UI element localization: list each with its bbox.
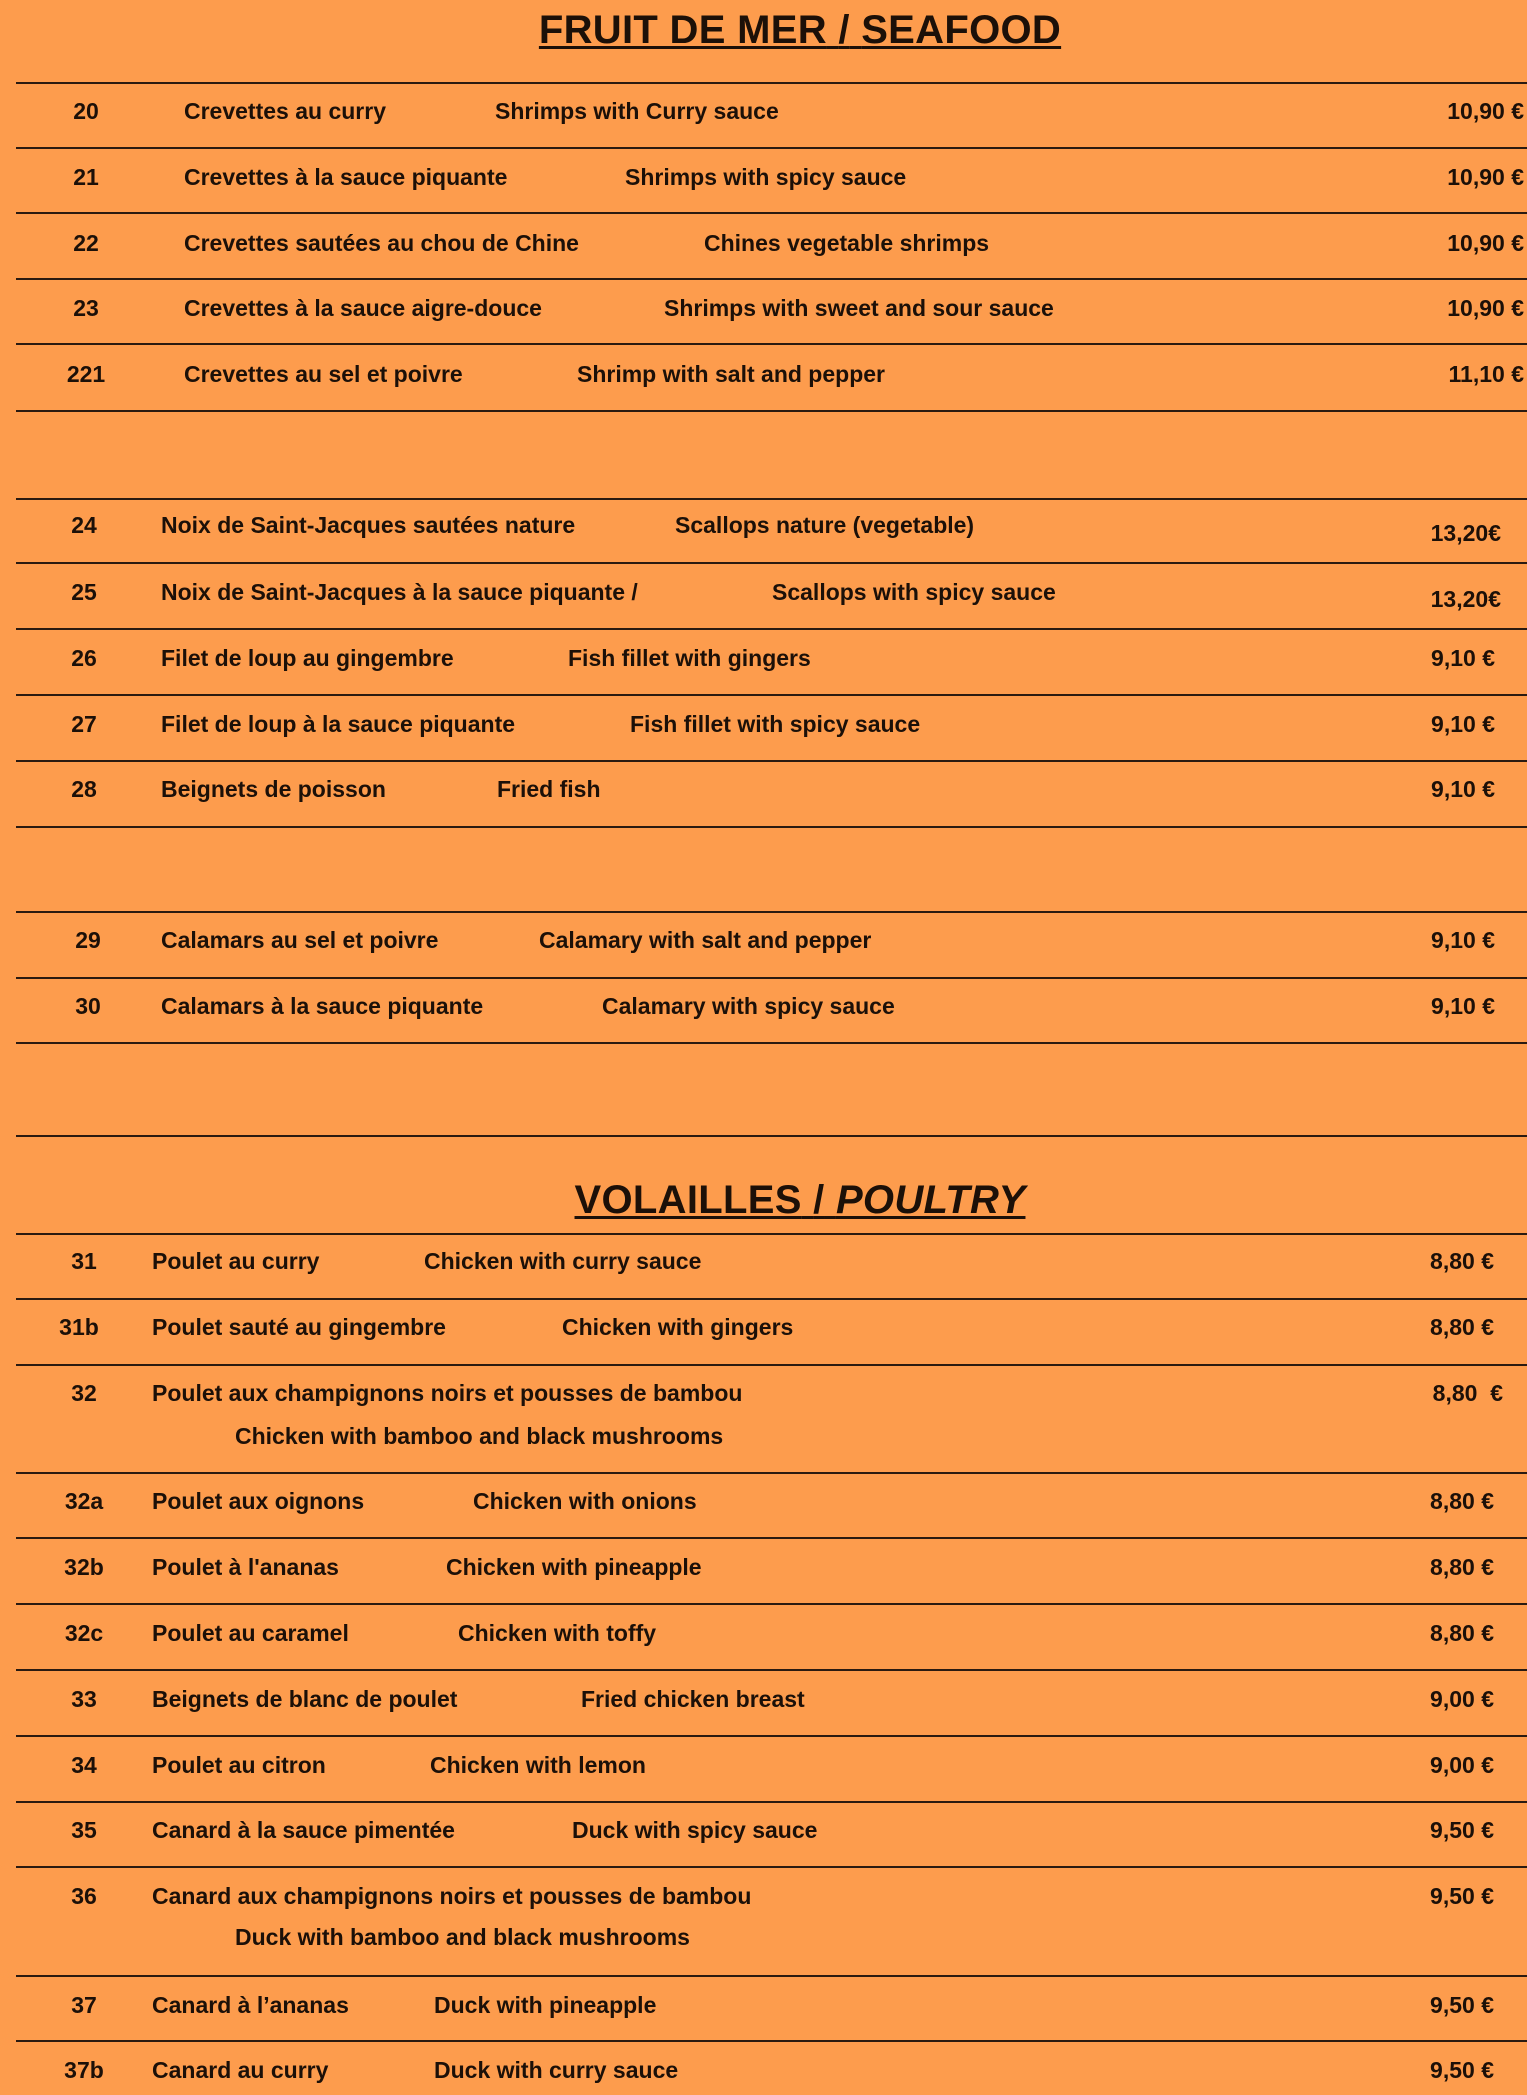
item-name-en: Fish fillet with spicy sauce [630,711,921,737]
item-price: 9,50 € [1430,1992,1494,2018]
item-name-en: Chicken with gingers [562,1314,794,1340]
divider [16,1472,1527,1474]
item-name-fr: Crevettes à la sauce piquante [184,164,508,190]
item-name-fr: Crevettes au curry [184,98,386,124]
item-price: 9,10 € [1431,711,1495,737]
item-number: 27 [71,711,97,737]
item-price: 11,10 € [1448,361,1524,387]
divider [16,147,1527,149]
divider [16,278,1527,280]
divider [16,1669,1527,1671]
divider [16,1866,1527,1868]
item-price: 13,20€ [1430,520,1501,546]
divider [16,343,1527,345]
item-name-en: Duck with curry sauce [434,2057,679,2083]
item-name-en: Shrimps with spicy sauce [625,164,907,190]
item-name-en: Chicken with bamboo and black mushrooms [235,1423,724,1449]
seafood-title-sep: / [838,8,850,52]
item-price: 8,80 € [1430,1314,1494,1340]
item-price: 8,80 € [1432,1380,1503,1406]
item-number: 25 [71,579,97,605]
item-number: 32b [64,1554,104,1580]
item-name-fr: Poulet au curry [152,1248,320,1274]
item-number: 26 [71,645,97,671]
item-price: 9,10 € [1431,776,1495,802]
item-number: 37 [71,1992,97,2018]
item-price: 8,80 € [1430,1554,1494,1580]
item-name-en: Chicken with lemon [430,1752,646,1778]
item-name-fr: Poulet sauté au gingembre [152,1314,446,1340]
item-name-fr: Beignets de blanc de poulet [152,1686,458,1712]
item-name-en: Duck with bamboo and black mushrooms [235,1924,690,1950]
poultry-title [0,1178,1527,1223]
item-number: 32 [71,1380,97,1406]
item-name-fr: Poulet à l'ananas [152,1554,339,1580]
item-name-en: Duck with pineapple [434,1992,657,2018]
item-number: 36 [71,1883,97,1909]
item-price: 9,00 € [1430,1752,1494,1778]
item-name-en: Shrimp with salt and pepper [577,361,885,387]
item-number: 32c [64,1620,104,1646]
item-name-fr: Noix de Saint-Jacques à la sauce piquante / [161,579,638,605]
item-number: 35 [71,1817,97,1843]
item-name-en: Fried chicken breast [581,1686,805,1712]
item-price: 10,90 € [1447,295,1524,321]
divider [16,1298,1527,1300]
divider [16,1364,1527,1366]
item-price: 10,90 € [1447,230,1524,256]
divider [16,977,1527,979]
item-name-fr: Poulet aux champignons noirs et pousses de bambou [152,1380,743,1406]
seafood-title-en: SEAFOOD [861,8,1062,52]
item-name-fr: Calamars au sel et poivre [161,927,439,953]
divider [16,911,1527,913]
item-number: 31b [59,1314,99,1340]
item-name-en: Shrimps with Curry sauce [495,98,779,124]
divider [16,1042,1527,1044]
seafood-title-fr: FRUIT DE MER [538,8,827,52]
item-name-fr: Crevettes sautées au chou de Chine [184,230,579,256]
item-name-en: Chicken with onions [473,1488,697,1514]
item-name-fr: Poulet au caramel [152,1620,349,1646]
item-name-fr: Filet de loup à la sauce piquante [161,711,516,737]
item-number: 31 [71,1248,97,1274]
item-name-en: Scallops with spicy sauce [772,579,1056,605]
item-number: 221 [66,361,106,387]
item-number: 32a [64,1488,104,1514]
item-name-en: Fried fish [497,776,601,802]
item-name-fr: Poulet au citron [152,1752,326,1778]
item-name-fr: Crevettes au sel et poivre [184,361,463,387]
item-price: 9,10 € [1431,645,1495,671]
poultry-title-sep: / [813,1178,825,1222]
item-name-fr: Canard aux champignons noirs et pousses de bambou [152,1883,752,1909]
divider [16,694,1527,696]
item-number: 20 [73,98,99,124]
item-name-en: Chicken with pineapple [446,1554,702,1580]
divider [16,1537,1527,1539]
item-name-fr: Crevettes à la sauce aigre-douce [184,295,542,321]
item-name-fr: Beignets de poisson [161,776,386,802]
item-price: 13,20€ [1430,586,1501,612]
item-price: 9,10 € [1431,993,1495,1019]
item-name-en: Chicken with toffy [458,1620,657,1646]
item-name-fr: Canard au curry [152,2057,329,2083]
item-name-en: Scallops nature (vegetable) [675,512,975,538]
item-name-fr: Noix de Saint-Jacques sautées nature [161,512,576,538]
divider [16,1603,1527,1605]
poultry-title-en: POULTRY [835,1178,1026,1222]
item-name-fr: Canard à l’ananas [152,1992,349,2018]
item-name-en: Calamary with spicy sauce [602,993,895,1019]
item-name-en: Chicken with curry sauce [424,1248,702,1274]
divider [16,760,1527,762]
item-price: 8,80 € [1430,1248,1494,1274]
divider [16,1233,1527,1235]
item-name-fr: Poulet aux oignons [152,1488,365,1514]
divider [16,1975,1527,1977]
item-price: 9,50 € [1430,2057,1494,2083]
divider [16,212,1527,214]
item-name-en: Calamary with salt and pepper [539,927,872,953]
poultry-title-fr: VOLAILLES [574,1178,802,1222]
item-number: 22 [73,230,99,256]
divider [16,410,1527,412]
item-number: 24 [71,512,97,538]
item-price: 8,80 € [1430,1488,1494,1514]
divider [16,628,1527,630]
item-price: 9,50 € [1430,1883,1494,1909]
item-name-en: Duck with spicy sauce [572,1817,818,1843]
item-name-fr: Canard à la sauce pimentée [152,1817,455,1843]
item-price: 9,50 € [1430,1817,1494,1843]
item-price: 10,90 € [1447,164,1524,190]
item-number: 21 [73,164,99,190]
item-number: 28 [71,776,97,802]
divider [16,1801,1527,1803]
item-price: 9,00 € [1430,1686,1494,1712]
item-price: 8,80 € [1430,1620,1494,1646]
item-price: 9,10 € [1431,927,1495,953]
divider [16,826,1527,828]
item-number: 30 [75,993,101,1019]
item-number: 34 [71,1752,97,1778]
divider [16,1135,1527,1137]
item-number: 37b [64,2057,104,2083]
item-name-en: Shrimps with sweet and sour sauce [664,295,1054,321]
divider [16,1735,1527,1737]
item-name-fr: Calamars à la sauce piquante [161,993,484,1019]
item-number: 29 [75,927,101,953]
item-price: 10,90 € [1447,98,1524,124]
seafood-title [0,8,1527,53]
item-number: 33 [71,1686,97,1712]
item-number: 23 [73,295,99,321]
divider [16,498,1527,500]
divider [16,82,1527,84]
item-name-en: Fish fillet with gingers [568,645,811,671]
item-name-fr: Filet de loup au gingembre [161,645,454,671]
item-name-en: Chines vegetable shrimps [704,230,990,256]
divider [16,2040,1527,2042]
divider [16,562,1527,564]
